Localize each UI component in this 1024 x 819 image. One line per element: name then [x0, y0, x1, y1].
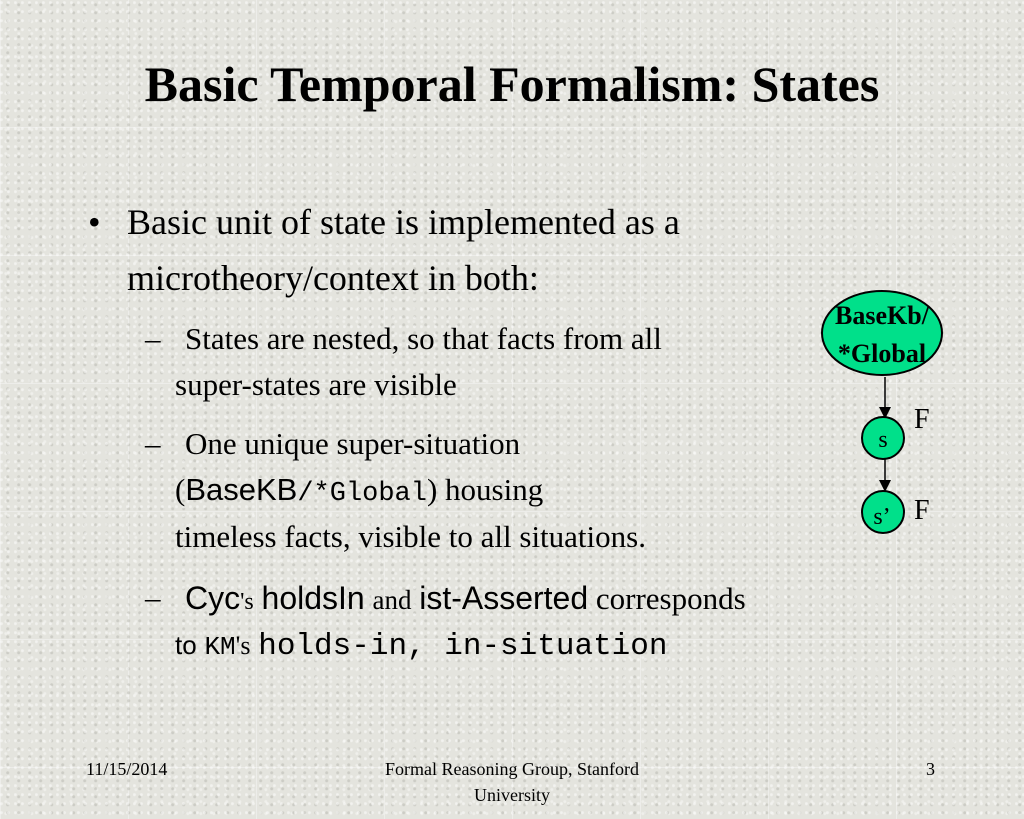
- bullet-marker: •: [88, 202, 101, 242]
- sub-bullet-2-line-1: One unique super-situation: [185, 426, 521, 461]
- sub-bullet-dash: –: [145, 321, 161, 356]
- fact-label-s: F: [914, 404, 930, 435]
- footer-org-line-1: Formal Reasoning Group, Stanford: [385, 759, 639, 779]
- paren-open: (: [175, 472, 186, 507]
- sub-bullet-2-line-3: timeless facts, visible to all situations.: [175, 519, 646, 554]
- state-node-s-label: s: [878, 427, 888, 453]
- footer-organization: [312, 756, 712, 808]
- ist-asserted-term: ist-Asserted: [419, 580, 589, 616]
- footer-page-number: 3: [926, 759, 935, 779]
- root-node-label-2: *Global: [837, 339, 927, 368]
- sub-bullet-1-line-2: super-states are visible: [175, 367, 457, 402]
- sub-bullet-dash: –: [145, 580, 161, 615]
- to-text: to: [175, 630, 197, 660]
- corresponds-text: corresponds: [595, 581, 746, 616]
- housing-text: ) housing: [426, 472, 544, 507]
- basekb-term: BaseKB: [185, 472, 298, 507]
- state-nesting-diagram: [800, 290, 980, 540]
- state-node-s-prime-label: s’: [873, 504, 891, 530]
- sub-bullet-dash: –: [145, 426, 161, 461]
- km-terms: holds-in, in-situation: [258, 629, 668, 664]
- holdsin-term: holdsIn: [261, 580, 365, 616]
- slide-title: Basic Temporal Formalism: States: [144, 56, 880, 112]
- fact-label-s-prime: F: [914, 495, 930, 526]
- sub-bullet-3-line-1: [185, 575, 746, 625]
- footer-org-line-2: University: [474, 785, 550, 805]
- cyc-possessive: 's: [240, 589, 254, 615]
- bullet-line-2: microtheory/context in both:: [127, 258, 539, 298]
- sub-bullet-3-line-2: [175, 621, 668, 670]
- root-node-label-1: BaseKb/: [835, 301, 929, 330]
- bullet-line-1: Basic unit of state is implemented as a: [127, 202, 680, 242]
- km-term: KM: [204, 632, 236, 662]
- and-text: and: [372, 585, 412, 615]
- sub-bullet-2-line-2: [175, 467, 543, 517]
- sub-bullet-1-line-1: States are nested, so that facts from all: [185, 321, 662, 356]
- global-term: /*Global: [297, 479, 427, 509]
- cyc-term: Cyc: [185, 580, 241, 616]
- km-possessive: 's: [235, 631, 251, 660]
- footer-date: 11/15/2014: [86, 759, 168, 779]
